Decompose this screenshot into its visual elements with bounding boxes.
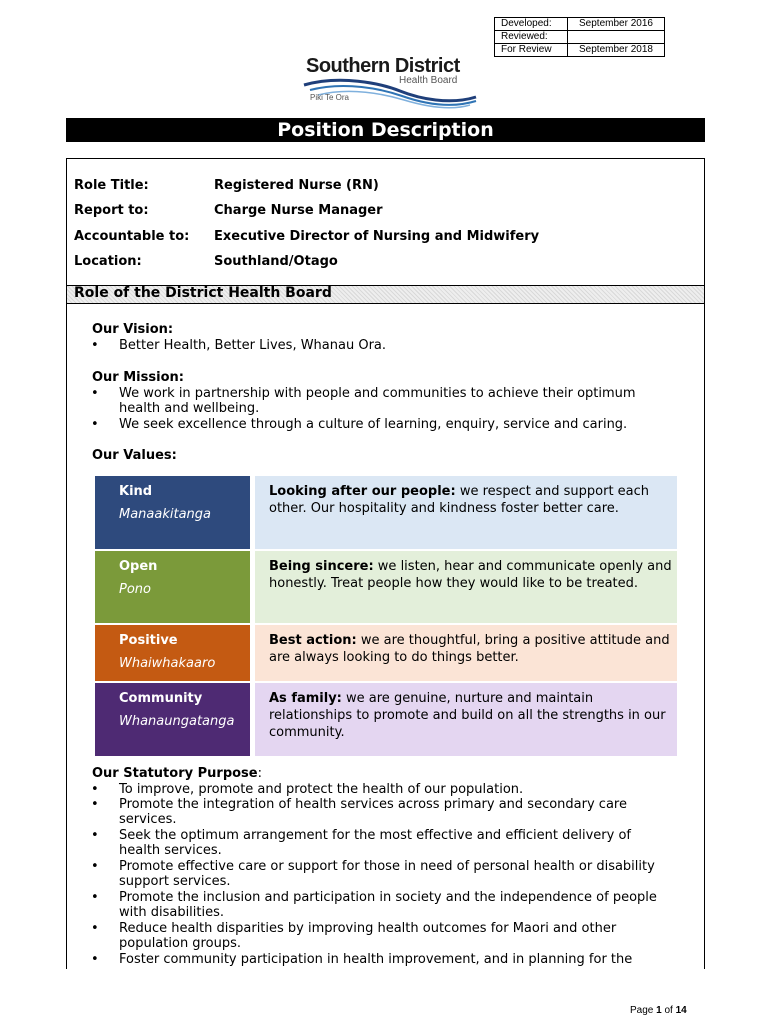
value-row-positive xyxy=(94,624,678,682)
page-prefix: Page xyxy=(630,1005,657,1016)
vision-item: Better Health, Better Lives, Whanau Ora. xyxy=(119,338,387,353)
for-review-value: September 2018 xyxy=(568,44,665,57)
value-description-cell xyxy=(254,682,678,757)
value-text: we listen, hear and communicate openly and honestly. Treat people how they would like to be treated. xyxy=(269,559,672,591)
statutory-line: Promote the integration of health services across primary and secondary care xyxy=(119,797,627,812)
accountable-to-label: Accountable to: xyxy=(74,229,190,244)
bullet-icon: • xyxy=(91,921,99,936)
page-number xyxy=(630,1005,687,1016)
vision-heading: Our Vision: xyxy=(92,322,174,337)
value-lead: Best action: xyxy=(269,633,357,648)
statutory-line: Promote effective care or support for those in need of personal health or disability xyxy=(119,859,655,874)
page-current: 1 xyxy=(656,1005,662,1016)
mission-item-1-line-2: health and wellbeing. xyxy=(119,401,260,416)
accountable-to-value: Executive Director of Nursing and Midwifery xyxy=(214,229,540,244)
statutory-line: To improve, promote and protect the health of our population. xyxy=(119,782,524,797)
report-to-value: Charge Nurse Manager xyxy=(214,203,383,218)
value-text: we respect and support each other. Our hospitality and kindness foster better care. xyxy=(269,484,650,516)
value-description xyxy=(269,483,679,517)
value-text: we are thoughtful, bring a positive attitude and are always looking to do things better. xyxy=(269,633,670,665)
value-name: Open xyxy=(119,559,158,574)
value-label-cell xyxy=(94,682,251,757)
bullet-icon: • xyxy=(91,797,99,812)
logo-name: Southern District xyxy=(306,55,460,77)
value-description xyxy=(269,632,679,666)
statutory-heading xyxy=(92,766,262,782)
value-description-cell xyxy=(254,475,678,550)
position-description-frame xyxy=(66,158,705,969)
location-label: Location: xyxy=(74,254,142,269)
role-title-value: Registered Nurse (RN) xyxy=(214,178,379,193)
bullet-icon: • xyxy=(91,417,99,432)
logo-tagline: Piki Te Ora xyxy=(310,93,349,102)
section-heading xyxy=(67,285,704,304)
value-label-cell xyxy=(94,550,251,624)
value-text: we are genuine, nurture and maintain relationships to promote and build on all the strengths in our community. xyxy=(269,691,666,740)
developed-label: Developed: xyxy=(495,18,568,31)
value-maori-name: Whanaungatanga xyxy=(119,714,235,729)
mission-heading: Our Mission: xyxy=(92,370,184,385)
value-maori-name: Pono xyxy=(119,582,151,597)
statutory-line: Reduce health disparities by improving health outcomes for Maori and other xyxy=(119,921,617,936)
statutory-line: support services. xyxy=(119,874,231,889)
value-label-cell xyxy=(94,624,251,682)
value-lead: Being sincere: xyxy=(269,559,374,574)
statutory-heading-colon: : xyxy=(257,766,262,781)
statutory-line: with disabilities. xyxy=(119,905,225,920)
for-review-label: For Review xyxy=(495,44,568,57)
mission-item-2: We seek excellence through a culture of learning, enquiry, service and caring. xyxy=(119,417,628,432)
mission-item-1-line-1: We work in partnership with people and communities to achieve their optimum xyxy=(119,386,636,401)
value-name: Community xyxy=(119,691,203,706)
sdhb-logo xyxy=(300,55,480,110)
value-name: Positive xyxy=(119,633,178,648)
value-label-cell xyxy=(94,475,251,550)
bullet-icon: • xyxy=(91,859,99,874)
page-total: 14 xyxy=(675,1005,687,1016)
reviewed-label: Reviewed: xyxy=(495,31,568,44)
value-description-cell xyxy=(254,624,678,682)
location-value: Southland/Otago xyxy=(214,254,338,269)
bullet-icon: • xyxy=(91,338,99,353)
value-description xyxy=(269,558,679,592)
value-name: Kind xyxy=(119,484,153,499)
statutory-line: Promote the inclusion and participation in society and the independence of people xyxy=(119,890,657,905)
statutory-line: services. xyxy=(119,812,177,827)
role-title-label: Role Title: xyxy=(74,178,149,193)
bullet-icon: • xyxy=(91,952,99,967)
page-of: of xyxy=(661,1005,676,1016)
value-lead: As family: xyxy=(269,691,342,706)
value-row-open xyxy=(94,550,678,624)
bullet-icon: • xyxy=(91,782,99,797)
statutory-line: Foster community participation in health improvement, and in planning for the xyxy=(119,952,633,967)
values-heading: Our Values: xyxy=(92,448,177,463)
reviewed-value xyxy=(568,31,665,44)
page-title: Position Description xyxy=(66,118,705,142)
bullet-icon: • xyxy=(91,828,99,843)
value-lead: Looking after our people: xyxy=(269,484,456,499)
logo-subtitle: Health Board xyxy=(399,75,458,86)
document-version-table xyxy=(494,17,665,57)
value-row-community xyxy=(94,682,678,757)
developed-value: September 2016 xyxy=(568,18,665,31)
statutory-line: Seek the optimum arrangement for the most effective and efficient delivery of xyxy=(119,828,631,843)
bullet-icon: • xyxy=(91,890,99,905)
value-description xyxy=(269,690,679,741)
statutory-line: health services. xyxy=(119,843,222,858)
statutory-heading-text: Our Statutory Purpose xyxy=(92,766,258,781)
value-maori-name: Whaiwhakaaro xyxy=(119,656,216,671)
value-row-kind xyxy=(94,475,678,550)
report-to-label: Report to: xyxy=(74,203,149,218)
statutory-line: population groups. xyxy=(119,936,241,951)
value-description-cell xyxy=(254,550,678,624)
bullet-icon: • xyxy=(91,386,99,401)
section-heading-text: Role of the District Health Board xyxy=(74,285,332,301)
value-maori-name: Manaakitanga xyxy=(119,507,212,522)
